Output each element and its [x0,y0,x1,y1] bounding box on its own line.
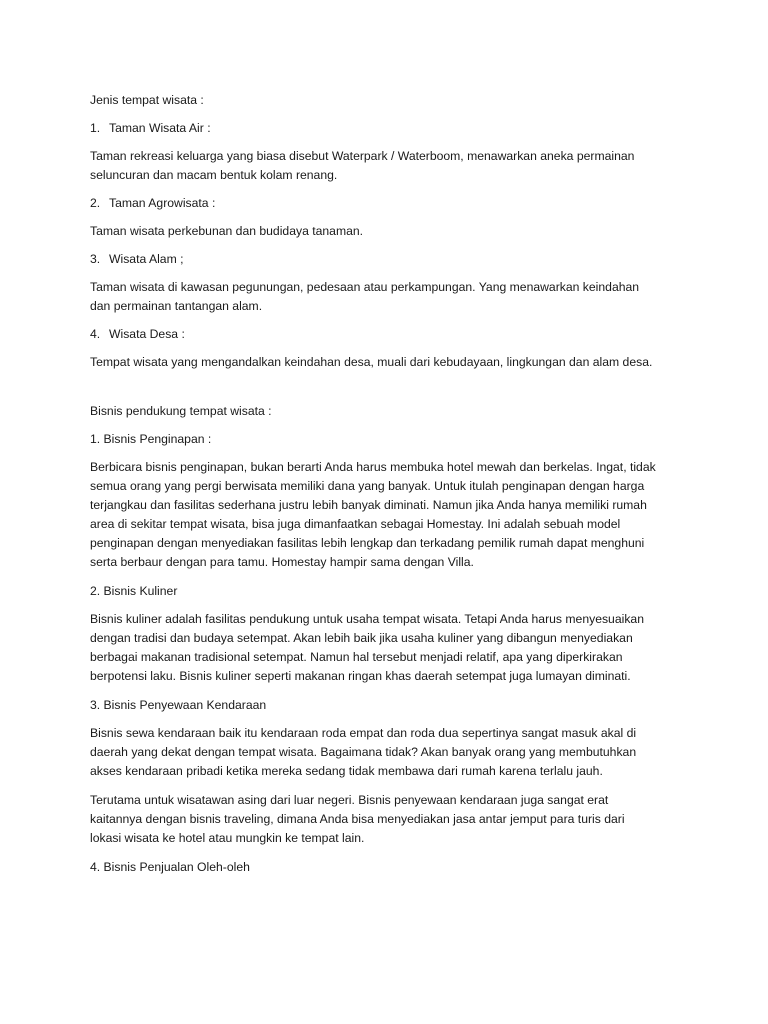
paragraph [90,147,690,185]
spacer [90,372,690,402]
subsection-heading: 2. Bisnis Kuliner [90,584,178,598]
paragraph [90,353,690,372]
text-line: dengan tradisi dan budaya setempat. Akan lebih baik jika usaha kuliner yang dibangun menyediakan [90,631,633,645]
text-line: kaitannya dengan bisnis traveling, dimana Anda bisa menyediakan jasa antar jemput para turis dari [90,812,625,826]
list-heading: Taman Agrowisata : [109,196,216,210]
list-item [90,119,690,138]
paragraph [90,791,690,848]
text-line: akses kendaraan pribadi ketika mereka sedang tidak membawa dari rumah karena terlalu jauh. [90,764,603,778]
list-heading: Taman Wisata Air : [109,121,211,135]
text-line: area di sekitar tempat wisata, bisa juga dimanfaatkan sebagai Homestay. Ini adalah sebuah model [90,517,621,531]
paragraph [90,610,690,686]
paragraph [90,458,690,572]
list-number: 3. [90,252,101,266]
list-heading: Wisata Alam ; [109,252,184,266]
subsection-heading: 3. Bisnis Penyewaan Kendaraan [90,698,267,712]
text-line: berpotensi laku. Bisnis kuliner seperti makanan ringan khas daerah setempat juga lumayan diminati. [90,669,631,683]
list-item [90,194,690,213]
text-line: daerah yang dekat dengan tempat wisata. Bagaimana tidak? Akan banyak orang yang membutuhkan [90,745,637,759]
text-line: seluncuran dan macam bentuk kolam renang. [90,168,338,182]
subsection-heading: 1. Bisnis Penginapan : [90,432,212,446]
text-line: penginapan dengan menyediakan fasilitas lebih lengkap dan terkadang pemilik rumah dapat menghuni [90,536,645,550]
text-line: Berbicara bisnis penginapan, bukan berarti Anda harus membuka hotel mewah dan berkelas. Ingat, tidak [90,460,656,474]
text-line: dan permainan tantangan alam. [90,299,263,313]
text-line: Bisnis kuliner adalah fasilitas pendukung untuk usaha tempat wisata. Tetapi Anda harus menyesuaikan [90,612,644,626]
paragraph [90,724,690,781]
paragraph [90,278,690,316]
document-page [90,91,690,877]
list-heading: Wisata Desa : [109,327,185,341]
list-item [90,325,690,344]
section-title: Bisnis pendukung tempat wisata : [90,404,272,418]
text-line: Bisnis sewa kendaraan baik itu kendaraan roda empat dan roda dua sepertinya sangat masuk akal di [90,726,637,740]
text-line: Terutama untuk wisatawan asing dari luar negeri. Bisnis penyewaan kendaraan juga sangat erat [90,793,609,807]
subsection-heading: 4. Bisnis Penjualan Oleh-oleh [90,860,250,874]
paragraph [90,222,690,241]
list-item [90,250,690,269]
text-line: Taman wisata perkebunan dan budidaya tanaman. [90,224,364,238]
text-line: lokasi wisata ke hotel atau mungkin ke tempat lain. [90,831,365,845]
text-line: semua orang yang pergi berwisata memiliki dana yang banyak. Untuk itulah penginapan dengan harga [90,479,645,493]
text-line: serta berbaur dengan para tamu. Homestay hampir sama dengan Villa. [90,555,474,569]
text-line: berbagai makanan tradisional setempat. Namun hal tersebut menjadi relatif, apa yang diperkirakan [90,650,623,664]
section-title: Jenis tempat wisata : [90,93,204,107]
list-number: 1. [90,121,101,135]
text-line: Taman rekreasi keluarga yang biasa disebut Waterpark / Waterboom, menawarkan aneka permainan [90,149,635,163]
text-line: Tempat wisata yang mengandalkan keindahan desa, muali dari kebudayaan, lingkungan dan alam desa. [90,355,653,369]
text-line: Taman wisata di kawasan pegunungan, pedesaan atau perkampungan. Yang menawarkan keindahan [90,280,640,294]
list-number: 2. [90,196,101,210]
text-line: terjangkau dan fasilitas sederhana justru lebih banyak diminati. Namun jika Anda hanya memiliki rumah [90,498,647,512]
list-number: 4. [90,327,101,341]
